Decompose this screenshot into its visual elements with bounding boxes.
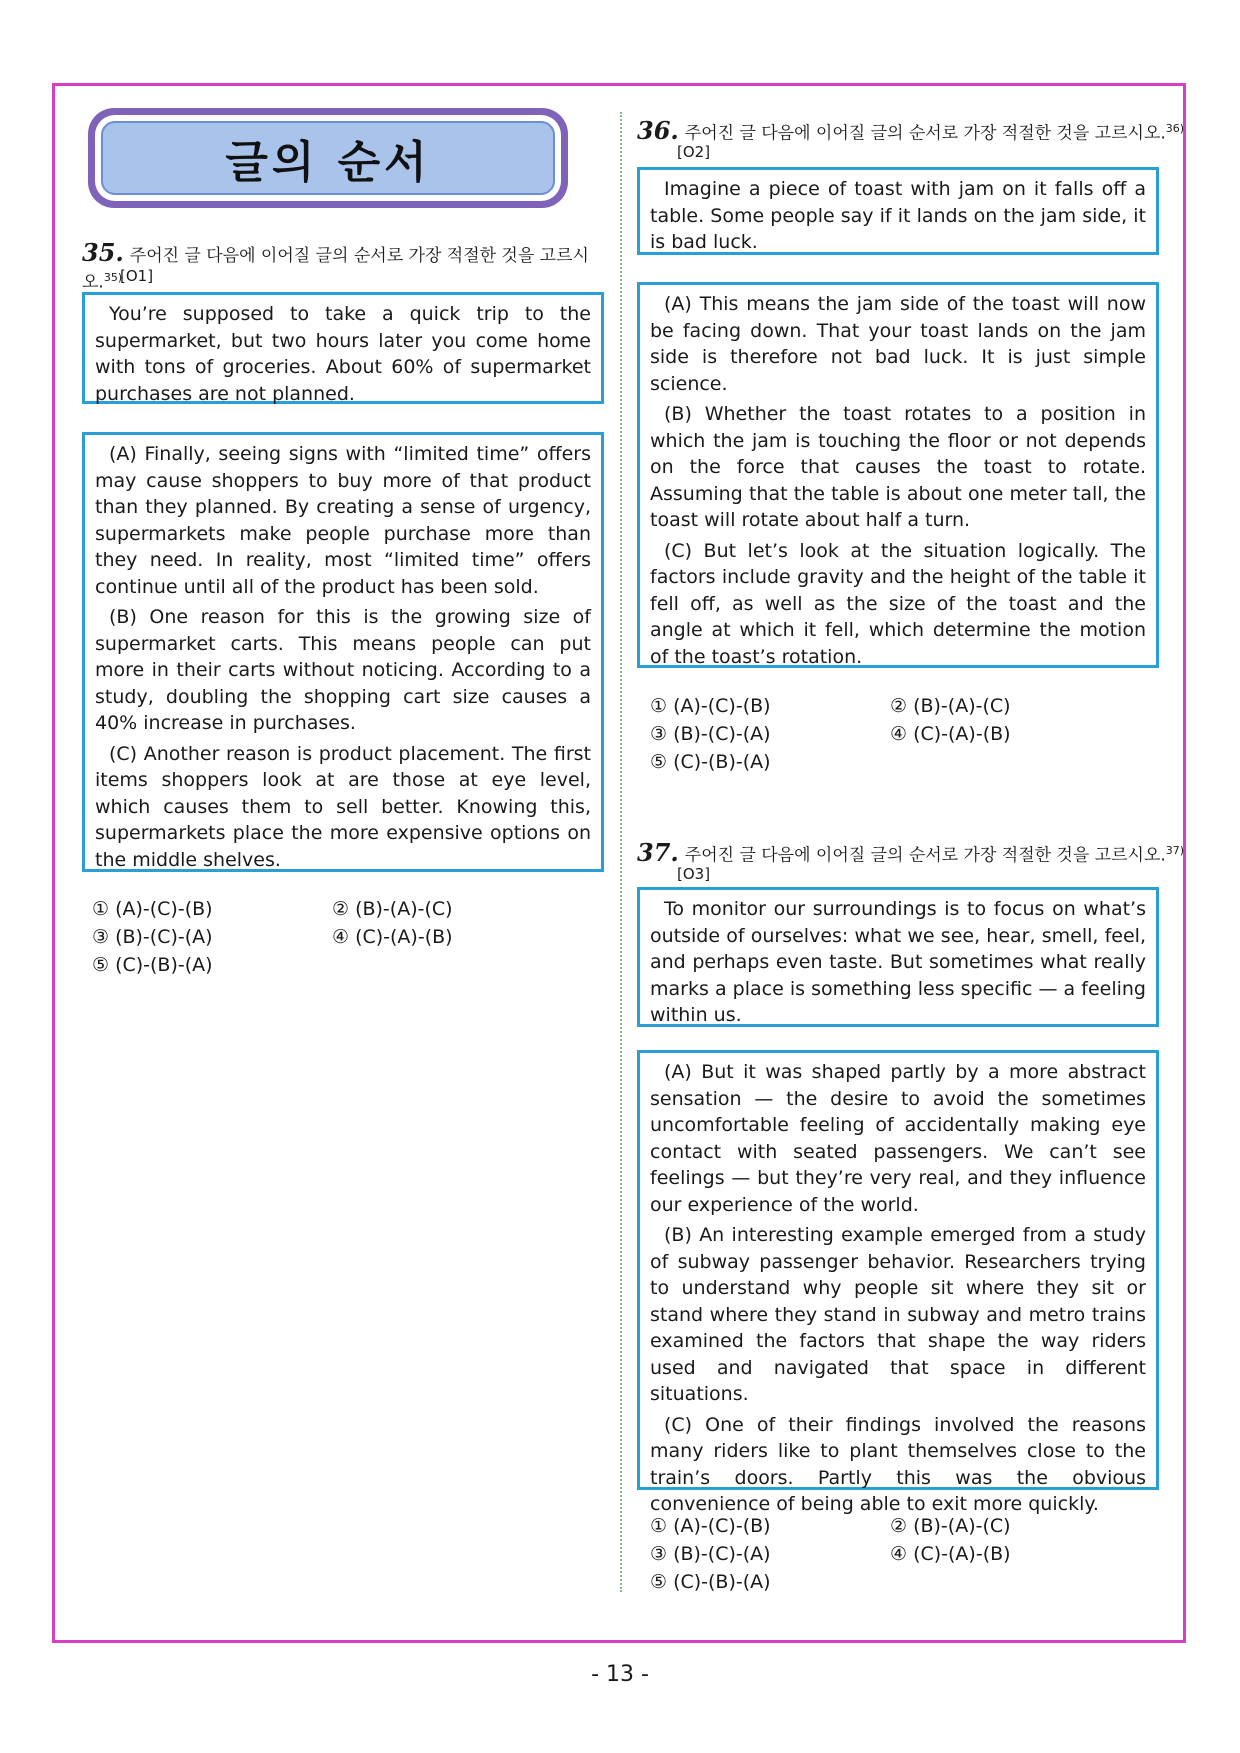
option-4[interactable]: ④ (C)-(A)-(B) bbox=[890, 723, 1011, 745]
question-prompt: 주어진 글 다음에 이어질 글의 순서로 가장 적절한 것을 고르시오. bbox=[684, 845, 1166, 866]
given-passage-box bbox=[637, 887, 1159, 1027]
paragraph-c: (C) But let’s look at the situation logically. The factors include gravity and the height of the table it fell off, as well as the size of the toast and the angle at which it fell, which determine the motion of the toast’s rotation. bbox=[650, 539, 1146, 668]
question-36-header bbox=[637, 115, 1197, 145]
paragraph-b: (B) One reason for this is the growing size of supermarket carts. This means people can put more in their carts without noticing. According to a study, doubling the shopping cart size causes a 40% increase in purchases. bbox=[95, 606, 591, 734]
ordered-paragraphs-box bbox=[637, 282, 1159, 668]
answer-options bbox=[650, 1512, 1130, 1596]
question-35-header bbox=[82, 238, 612, 294]
ordered-paragraphs-box bbox=[82, 432, 604, 872]
footnote-ref: 36) bbox=[1165, 122, 1185, 135]
paragraph-b: (B) An interesting example emerged from a study of subway passenger behavior. Researchers trying to understand why people sit where they sit or stand where they stand in subway and metro trains examined the factors that shape the way riders used and navigated that space in different situations. bbox=[650, 1224, 1146, 1405]
given-passage: You’re supposed to take a quick trip to the supermarket, but two hours later you come home with tons of groceries. About 60% of supermarket purchases are not planned. bbox=[95, 303, 591, 405]
option-2[interactable]: ② (B)-(A)-(C) bbox=[890, 1515, 1011, 1537]
option-2[interactable]: ② (B)-(A)-(C) bbox=[332, 898, 453, 920]
paragraph-a: (A) This means the jam side of the toast will now be facing down. That your toast lands on the jam side is therefore not bad luck. It is just simple science. bbox=[650, 293, 1146, 395]
question-code: [O3] bbox=[677, 865, 711, 883]
ordered-paragraphs-box bbox=[637, 1050, 1159, 1515]
option-3[interactable]: ③ (B)-(C)-(A) bbox=[92, 926, 213, 948]
option-5[interactable]: ⑤ (C)-(B)-(A) bbox=[650, 1571, 771, 1593]
section-title: 글의 순서 bbox=[101, 121, 555, 195]
question-number: 36. bbox=[637, 115, 679, 145]
paragraph-c: (C) One of their findings involved the reasons many riders like to plant themselves close to the train’s doors. Partly this was the obvious convenience of being able to exit more quickly. bbox=[650, 1413, 1146, 1515]
question-37-header bbox=[637, 837, 1197, 867]
question-prompt: 주어진 글 다음에 이어질 글의 순서로 가장 적절한 것을 고르시오. bbox=[684, 123, 1166, 144]
question-number: 37. bbox=[637, 837, 679, 867]
option-5[interactable]: ⑤ (C)-(B)-(A) bbox=[650, 751, 771, 773]
paragraph-b: (B) Whether the toast rotates to a position in which the jam is touching the floor or not depends on the force that causes the toast to rotate. Assuming that the table is about one meter tall, the toast will rotate about half a turn. bbox=[650, 403, 1146, 531]
option-2[interactable]: ② (B)-(A)-(C) bbox=[890, 695, 1011, 717]
given-passage-box bbox=[82, 292, 604, 404]
section-title-badge bbox=[88, 108, 568, 208]
paragraph-a: (A) But it was shaped partly by a more abstract sensation — the desire to avoid the sometimes uncomfortable feeling of accidentally making eye contact with seated passengers. We can’t see feelings — but they’re very real, and they influence our experience of the world. bbox=[650, 1061, 1146, 1216]
column-divider bbox=[620, 112, 622, 1592]
question-code: [O1] bbox=[120, 267, 154, 285]
option-1[interactable]: ① (A)-(C)-(B) bbox=[92, 898, 213, 920]
footnote-ref: 37) bbox=[1165, 844, 1185, 857]
question-code: [O2] bbox=[677, 143, 711, 161]
page-number: - 13 - bbox=[591, 1662, 649, 1687]
paragraph-c: (C) Another reason is product placement. The first items shoppers look at are those at eye level, which causes them to sell better. Knowing this, supermarkets place the more expensive options on the middle shelves. bbox=[95, 742, 591, 871]
given-passage-box bbox=[637, 167, 1159, 255]
option-1[interactable]: ① (A)-(C)-(B) bbox=[650, 1515, 771, 1537]
option-3[interactable]: ③ (B)-(C)-(A) bbox=[650, 723, 771, 745]
option-3[interactable]: ③ (B)-(C)-(A) bbox=[650, 1543, 771, 1565]
footnote-ref: 35) bbox=[103, 271, 123, 284]
option-5[interactable]: ⑤ (C)-(B)-(A) bbox=[92, 954, 213, 976]
answer-options bbox=[650, 692, 1130, 776]
option-4[interactable]: ④ (C)-(A)-(B) bbox=[332, 926, 453, 948]
option-4[interactable]: ④ (C)-(A)-(B) bbox=[890, 1543, 1011, 1565]
paragraph-a: (A) Finally, seeing signs with “limited time” offers may cause shoppers to buy more of that product than they planned. By creating a sense of urgency, supermarkets make people purchase more than they need. In reality, most “limited time” offers continue until all of the product has been sold. bbox=[95, 443, 591, 598]
given-passage: Imagine a piece of toast with jam on it falls off a table. Some people say if it lands on the jam side, it is bad luck. bbox=[650, 178, 1146, 253]
question-prompt: 주어진 글 다음에 이어질 글의 순서로 가장 적절한 것을 고르시오. bbox=[82, 246, 589, 293]
given-passage: To monitor our surroundings is to focus on what’s outside of ourselves: what we see, hear, smell, feel, and perhaps even taste. But sometimes what really marks a place is something less specific — a feeling within us. bbox=[650, 898, 1146, 1026]
answer-options bbox=[92, 895, 572, 979]
question-number: 35. bbox=[82, 238, 124, 267]
option-1[interactable]: ① (A)-(C)-(B) bbox=[650, 695, 771, 717]
